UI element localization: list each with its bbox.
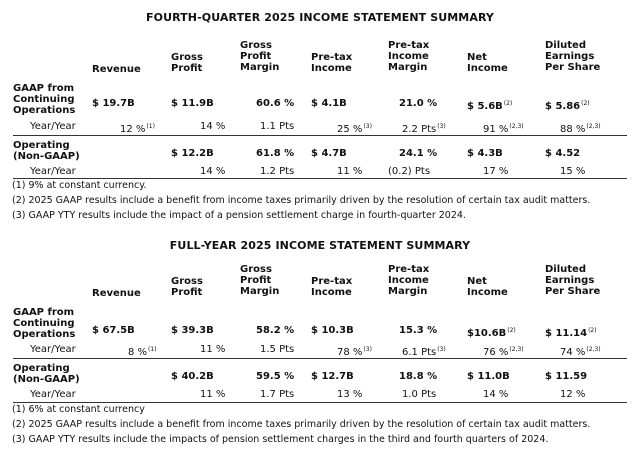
full-year-income-summary [0,228,640,456]
header-net-income: Net Income [467,52,508,74]
op-yy-pretax-income: 11 % [337,166,363,177]
gaap-yy-pretax-margin: 6.1 Pts$^{(3)}$ [402,346,446,358]
row-divider [13,358,627,359]
gaap-yy-gross-margin: 1.1 Pts [260,121,295,132]
gaap-pretax-margin: 21.0 % [399,98,438,109]
op-gross-margin: 61.8 % [256,148,295,159]
footnote-3: (3) GAAP YTY results include the impacts of pension settlement charges in the third and fourth quarters of 2024. [12,434,549,445]
gaap-yy-pretax-margin: 2.2 Pts$^{(3)}$ [402,123,446,135]
header-revenue: Revenue [92,64,141,75]
footnote-3: (3) GAAP YTY results include the impact of a pension settlement charge in fourth-quarter 2024. [12,210,466,221]
row-divider [13,135,627,136]
section-title: FULL-YEAR 2025 INCOME STATEMENT SUMMARY [169,239,471,252]
gaap-pretax-income: $ 10.3B [311,325,354,336]
op-yy-gross-margin: 1.2 Pts [260,166,295,177]
gaap-yy-pretax-income: 78 %$^{(3)}$ [337,346,372,358]
gaap-gross-profit: $ 39.3B [171,325,214,336]
gaap-revenue: $ 67.5B [92,325,135,336]
op-eps: $ 11.59 [545,371,588,382]
row-label-op-yy: Year/Year [30,389,76,400]
section-title: FOURTH-QUARTER 2025 INCOME STATEMENT SUMMARY [146,11,494,24]
op-yy-net-income: 14 % [483,389,509,400]
op-gross-margin: 59.5 % [256,371,295,382]
gaap-gross-margin: 58.2 % [256,325,295,336]
op-pretax-income: $ 4.7B [311,148,347,159]
row-label-gaap: GAAP from Continuing Operations [13,307,76,340]
header-pretax-income: Pre-tax Income [311,52,353,74]
header-gross-profit: Gross Profit [171,276,203,298]
row-label-gaap-yy: Year/Year [30,344,76,355]
op-net-income: $ 11.0B [467,371,510,382]
header-gross-profit-margin: Gross Profit Margin [240,40,280,73]
op-eps: $ 4.52 [545,148,581,159]
op-net-income: $ 4.3B [467,148,503,159]
gaap-yy-gross-margin: 1.5 Pts [260,344,295,355]
gaap-yy-gross-profit: 14 % [200,121,226,132]
gaap-yy-revenue: 8 %$^{(1)}$ [128,346,157,358]
footnote-1: (1) 9% at constant currency. [12,180,147,191]
op-gross-profit: $ 12.2B [171,148,214,159]
gaap-gross-margin: 60.6 % [256,98,295,109]
footnote-divider [13,178,627,179]
op-yy-eps: 15 % [560,166,586,177]
header-diluted-eps: Diluted Earnings Per Share [545,40,601,73]
op-yy-pretax-margin: 1.0 Pts [402,389,437,400]
gaap-yy-eps: 74 %$^{(2,3)}$ [560,346,601,358]
op-pretax-margin: 24.1 % [399,148,438,159]
gaap-net-income: $\$10.6B^{(2)}$ [467,327,516,339]
row-label-gaap: GAAP from Continuing Operations [13,83,76,116]
header-pretax-margin: Pre-tax Income Margin [388,40,430,73]
op-yy-gross-profit: 11 % [200,389,226,400]
gaap-revenue: $ 19.7B [92,98,135,109]
gaap-yy-revenue: 12 %$^{(1)}$ [120,123,155,135]
header-pretax-margin: Pre-tax Income Margin [388,264,430,297]
op-gross-profit: $ 40.2B [171,371,214,382]
header-diluted-eps: Diluted Earnings Per Share [545,264,601,297]
row-label-op-yy: Year/Year [30,166,76,177]
gaap-yy-pretax-income: 25 %$^{(3)}$ [337,123,372,135]
gaap-yy-net-income: 91 %$^{(2,3)}$ [483,123,524,135]
gaap-yy-eps: 88 %$^{(2,3)}$ [560,123,601,135]
op-yy-net-income: 17 % [483,166,509,177]
gaap-pretax-income: $ 4.1B [311,98,347,109]
gaap-eps: $ 11.14$^{(2)}$ [545,327,597,339]
gaap-pretax-margin: 15.3 % [399,325,438,336]
footnote-divider [13,402,627,403]
gaap-net-income: $ $5.6B^{(2)}$ [467,100,513,112]
header-net-income: Net Income [467,276,508,298]
op-yy-pretax-income: 13 % [337,389,363,400]
op-pretax-income: $ 12.7B [311,371,354,382]
op-pretax-margin: 18.8 % [399,371,438,382]
footnote-1: (1) 6% at constant currency [12,404,145,415]
footnote-2: (2) 2025 GAAP results include a benefit from income taxes primarily driven by the resolution of certain tax audit matters. [12,419,591,430]
header-gross-profit-margin: Gross Profit Margin [240,264,280,297]
gaap-eps: $ 5.86$^{(2)}$ [545,100,590,112]
row-label-operating: Operating (Non-GAAP) [13,140,80,162]
header-gross-profit: Gross Profit [171,52,203,74]
gaap-gross-profit: $ 11.9B [171,98,214,109]
gaap-yy-gross-profit: 11 % [200,344,226,355]
row-label-gaap-yy: Year/Year [30,121,76,132]
row-label-operating: Operating (Non-GAAP) [13,363,80,385]
op-yy-gross-profit: 14 % [200,166,226,177]
footnote-2: (2) 2025 GAAP results include a benefit from income taxes primarily driven by the resolution of certain tax audit matters. [12,195,591,206]
gaap-yy-net-income: 76 %$^{(2,3)}$ [483,346,524,358]
op-yy-pretax-margin: (0.2) Pts [388,166,431,177]
op-yy-gross-margin: 1.7 Pts [260,389,295,400]
header-pretax-income: Pre-tax Income [311,276,353,298]
header-revenue: Revenue [92,288,141,299]
op-yy-eps: 12 % [560,389,586,400]
